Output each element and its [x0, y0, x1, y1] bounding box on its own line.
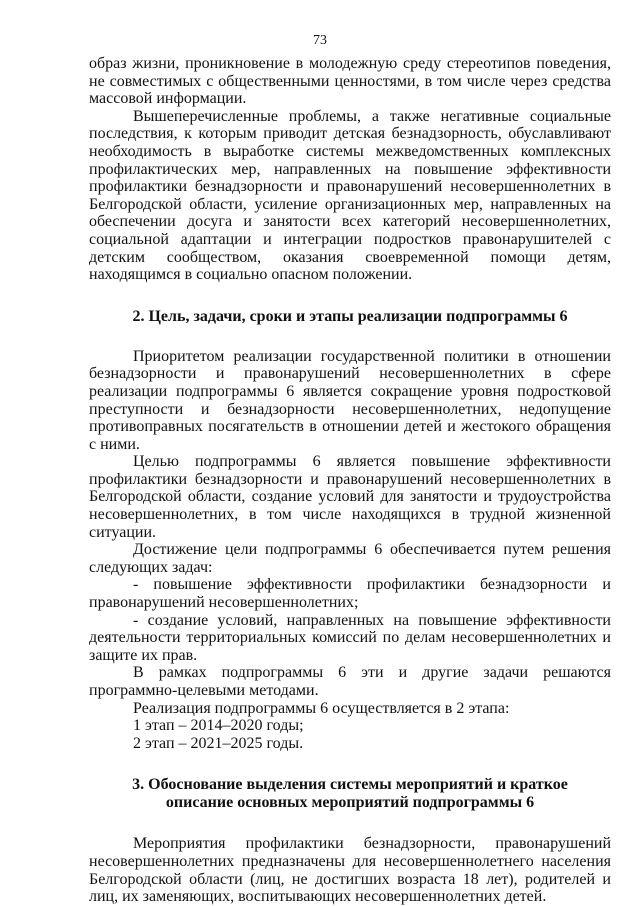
page-number: 73 [313, 33, 327, 48]
task-item: - повышение эффективности профилактики безнадзорности и правонарушений несовершеннолетних; [89, 576, 611, 612]
paragraph: Приоритетом реализации государственной политики в отношении безнадзорности и правонарушений несовершеннолетних в сфере реализации подпрограммы 6 является сокращение уровня подростковой преступности и безнадзорности несовершеннолетних, недопущение противоправных посягательств в отношении детей и жестокого обращения с ними. [89, 347, 611, 453]
paragraph: Целью подпрограммы 6 является повышение эффективности профилактики безнадзорности и правонарушений несовершеннолетних в Белгородской области, создание условий для занятости и трудоустройства несовершеннолетних, в том числе находящихся в трудной жизненной ситуации. [89, 453, 611, 541]
paragraph: Реализация подпрограммы 6 осуществляется в 2 этапа: [133, 699, 510, 717]
paragraph: образ жизни, проникновение в молодежную среду стереотипов поведения, не совместимых с общественными ценностями, в том числе через средства массовой информации. [89, 55, 611, 108]
document-body [89, 55, 611, 906]
stage-item: 1 этап – 2014–2020 годы; [133, 717, 304, 735]
section-2-heading: 2. Цель, задачи, сроки и этапы реализации подпрограммы 6 [132, 307, 568, 325]
section-3-heading-line: описание основных мероприятий подпрограммы 6 [165, 794, 535, 812]
section-3-heading-line: 3. Обоснование выделения системы мероприятий и краткое [132, 776, 568, 794]
paragraph: В рамках подпрограммы 6 эти и другие задачи решаются программно-целевыми методами. [89, 664, 611, 699]
stage-item: 2 этап – 2021–2025 годы. [133, 734, 304, 752]
paragraph: Вышеперечисленные проблемы, а также негативные социальные последствия, к которым приводит детская безнадзорность, обуславливают необходимость в выработке системы межведомственных комплексных профилактических мер, направленных на повышение эффективности профилактики безнадзорности и правонарушений несовершеннолетних в Белгородской области, усиление организационных мер, направленных на обеспечении досуга и занятости всех категорий несовершеннолетних, социальной адаптации и интеграции подростков правонарушителей с детским сообществом, оказания своевременной помощи детям, находящимся в социально опасном положении. [89, 107, 611, 284]
paragraph: Мероприятия профилактики безнадзорности, правонарушений несовершеннолетних предназначены для несовершеннолетнего населения Белгородской области (лиц, не достигших возраста 18 лет), родителей и лиц, их заменяющих, воспитывающих несовершеннолетних детей. [89, 835, 611, 906]
section-3-heading [89, 776, 611, 812]
task-item: - создание условий, направленных на повышение эффективности деятельности территориальных комиссий по делам несовершеннолетних и защите их прав. [89, 611, 611, 664]
paragraph: Достижение цели подпрограммы 6 обеспечивается путем решения следующих задач: [89, 541, 611, 576]
